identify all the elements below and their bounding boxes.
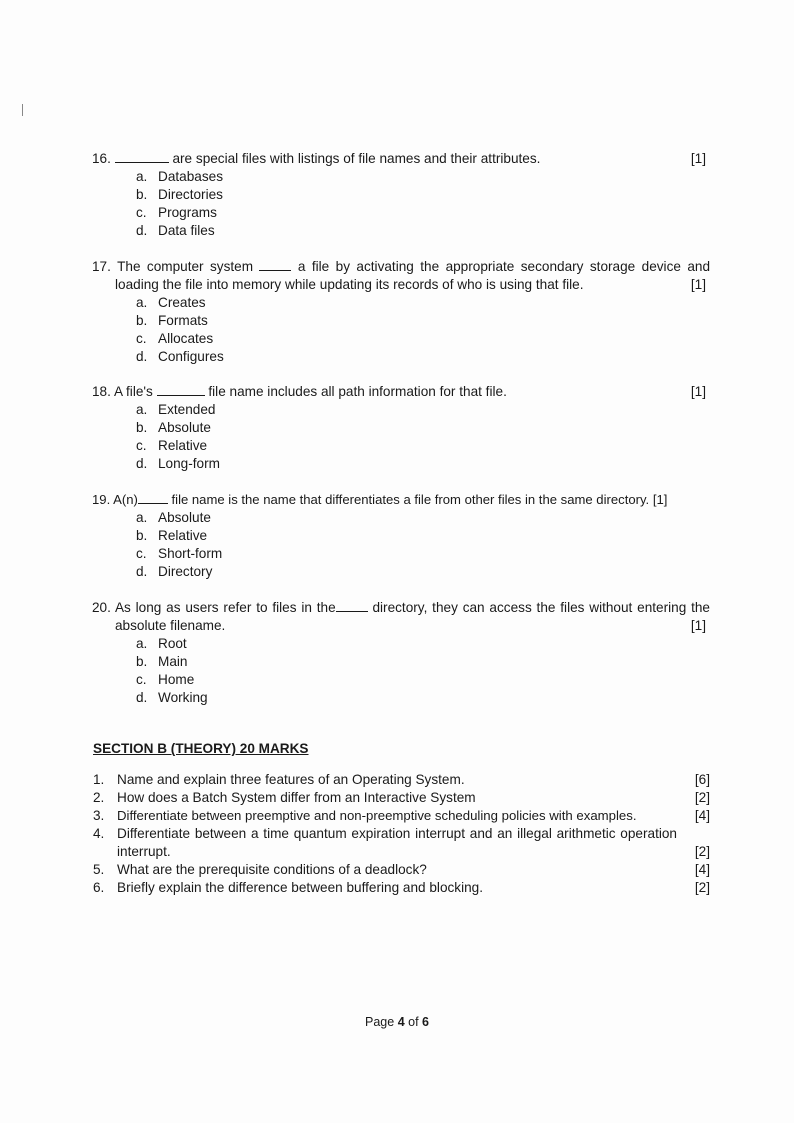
option-text: Absolute	[158, 420, 211, 435]
theory-question-text: What are the prerequisite conditions of a deadlock?	[117, 862, 427, 877]
stem-text-continued: loading the file into memory while updating its records of who is using that file.	[115, 277, 584, 292]
option-letter: d.	[136, 564, 148, 579]
theory-question-mark: [6]	[694, 772, 710, 787]
option-item	[136, 671, 710, 689]
option-text: Relative	[158, 438, 208, 453]
section-b-heading: SECTION B (THEORY) 20 MARKS	[93, 741, 309, 756]
question-number: 17.	[92, 259, 111, 274]
stem-text-before: As long as users refer to files in the	[114, 600, 336, 615]
theory-question-mark: [4]	[694, 862, 710, 877]
theory-questions-list	[93, 771, 710, 897]
theory-question-mark: [4]	[694, 808, 710, 823]
answer-blank	[336, 599, 368, 612]
option-letter: a.	[136, 295, 148, 310]
question-mark: [1]	[690, 618, 706, 633]
option-text: Programs	[158, 205, 217, 220]
answer-blank	[115, 150, 169, 163]
option-letter: d.	[136, 223, 148, 238]
stem-text-before: A(n)	[113, 492, 138, 507]
stem-text-after: are special files with listings of file names and their attributes.	[172, 151, 541, 166]
option-letter: d.	[136, 349, 148, 364]
option-item	[136, 204, 710, 222]
question-18	[92, 383, 710, 473]
option-letter: b.	[136, 654, 148, 669]
question-20	[92, 599, 710, 707]
option-item	[136, 168, 710, 186]
option-item	[136, 563, 710, 581]
stem-text-continued: absolute filename.	[115, 618, 226, 633]
stem-text-after: file name includes all path information for that file.	[208, 384, 507, 399]
question-stem	[92, 383, 710, 401]
option-item	[136, 689, 710, 707]
question-mark: [1]	[690, 151, 706, 166]
theory-question-mark: [2]	[694, 844, 710, 859]
option-letter: c.	[136, 331, 147, 346]
stem-text-after: file name is the name that differentiates a file from other files in the same directory.	[171, 492, 650, 507]
option-text: Extended	[158, 402, 216, 417]
question-number: 18.	[92, 384, 111, 399]
option-text: Formats	[158, 313, 208, 328]
question-number: 20.	[92, 600, 111, 615]
option-letter: c.	[136, 438, 147, 453]
option-letter: b.	[136, 313, 148, 328]
answer-blank	[259, 258, 291, 271]
question-17	[92, 258, 710, 366]
option-item	[136, 312, 710, 330]
question-mark: [1]	[652, 492, 668, 507]
option-item	[136, 509, 710, 527]
option-letter: b.	[136, 528, 148, 543]
stem-text-before: A file's	[113, 384, 153, 399]
stem-text-before: The computer system	[117, 259, 254, 274]
question-number: 16.	[92, 151, 111, 166]
option-item	[136, 419, 710, 437]
option-letter: b.	[136, 187, 148, 202]
option-letter: d.	[136, 690, 148, 705]
option-letter: b.	[136, 420, 148, 435]
option-letter: c.	[136, 205, 147, 220]
page-label: Page	[365, 1015, 395, 1029]
question-stem	[92, 258, 710, 276]
option-text: Relative	[158, 528, 208, 543]
stem-text-after: a file by activating the appropriate secondary storage device and	[297, 259, 711, 274]
option-item	[136, 401, 710, 419]
question-mark: [1]	[690, 277, 706, 292]
theory-question-mark: [2]	[694, 790, 710, 805]
theory-question	[93, 771, 710, 789]
question-number: 19.	[92, 492, 111, 507]
option-text: Working	[158, 690, 208, 705]
page-total: 6	[422, 1015, 429, 1029]
option-text: Creates	[158, 295, 206, 310]
option-item	[136, 545, 710, 563]
option-text: Databases	[158, 169, 223, 184]
theory-question-mark: [2]	[694, 880, 710, 895]
option-letter: d.	[136, 456, 148, 471]
question-mark: [1]	[690, 384, 706, 399]
scan-artifact	[22, 104, 23, 116]
theory-question-text: Name and explain three features of an Operating System.	[117, 772, 465, 787]
question-stem	[92, 150, 710, 168]
options-list	[92, 294, 710, 366]
question-16	[92, 150, 710, 240]
theory-question-text: Briefly explain the difference between buffering and blocking.	[117, 880, 484, 895]
answer-blank	[157, 383, 205, 396]
options-list	[92, 509, 710, 581]
question-19	[92, 491, 710, 581]
theory-question-text: Differentiate between a time quantum expiration interrupt and an illegal arithmetic operation interrupt.	[117, 826, 677, 859]
theory-question	[93, 807, 710, 825]
option-item	[136, 653, 710, 671]
option-item	[136, 294, 710, 312]
theory-question-number: 2.	[93, 790, 105, 805]
option-text: Long-form	[158, 456, 220, 471]
option-item	[136, 527, 710, 545]
option-text: Directory	[158, 564, 213, 579]
theory-question-number: 5.	[93, 862, 105, 877]
question-stem-continued	[92, 276, 710, 294]
option-item	[136, 635, 710, 653]
theory-question	[93, 825, 710, 861]
option-letter: a.	[136, 510, 148, 525]
theory-question-number: 4.	[93, 826, 105, 841]
option-item	[136, 330, 710, 348]
page-current: 4	[397, 1015, 405, 1029]
option-letter: a.	[136, 636, 148, 651]
option-letter: c.	[136, 672, 147, 687]
option-letter: a.	[136, 402, 148, 417]
theory-question	[93, 861, 710, 879]
option-item	[136, 455, 710, 473]
option-letter: a.	[136, 169, 148, 184]
answer-blank	[138, 491, 168, 504]
options-list	[92, 401, 710, 473]
theory-question	[93, 879, 710, 897]
option-text: Directories	[158, 187, 223, 202]
page-of-label: of	[408, 1015, 419, 1029]
option-text: Short-form	[158, 546, 223, 561]
theory-question-text: How does a Batch System differ from an Interactive System	[117, 790, 476, 805]
option-text: Configures	[158, 349, 224, 364]
stem-text-after: directory, they can access the files without entering the	[372, 600, 710, 615]
page-footer	[0, 1015, 794, 1029]
option-item	[136, 222, 710, 240]
theory-question-number: 3.	[93, 808, 105, 823]
theory-question-text: Differentiate between preemptive and non-preemptive scheduling policies with examples.	[117, 808, 637, 823]
theory-question-number: 6.	[93, 880, 105, 895]
theory-question	[93, 789, 710, 807]
question-stem	[92, 599, 710, 617]
option-text: Absolute	[158, 510, 211, 525]
option-item	[136, 437, 710, 455]
options-list	[92, 635, 710, 707]
option-text: Home	[158, 672, 195, 687]
options-list	[92, 168, 710, 240]
option-letter: c.	[136, 546, 147, 561]
option-text: Main	[158, 654, 188, 669]
option-text: Root	[158, 636, 187, 651]
option-item	[136, 186, 710, 204]
question-stem	[92, 491, 710, 509]
option-text: Data files	[158, 223, 215, 238]
option-text: Allocates	[158, 331, 214, 346]
theory-question-number: 1.	[93, 772, 105, 787]
option-item	[136, 348, 710, 366]
question-stem-continued	[92, 617, 710, 635]
